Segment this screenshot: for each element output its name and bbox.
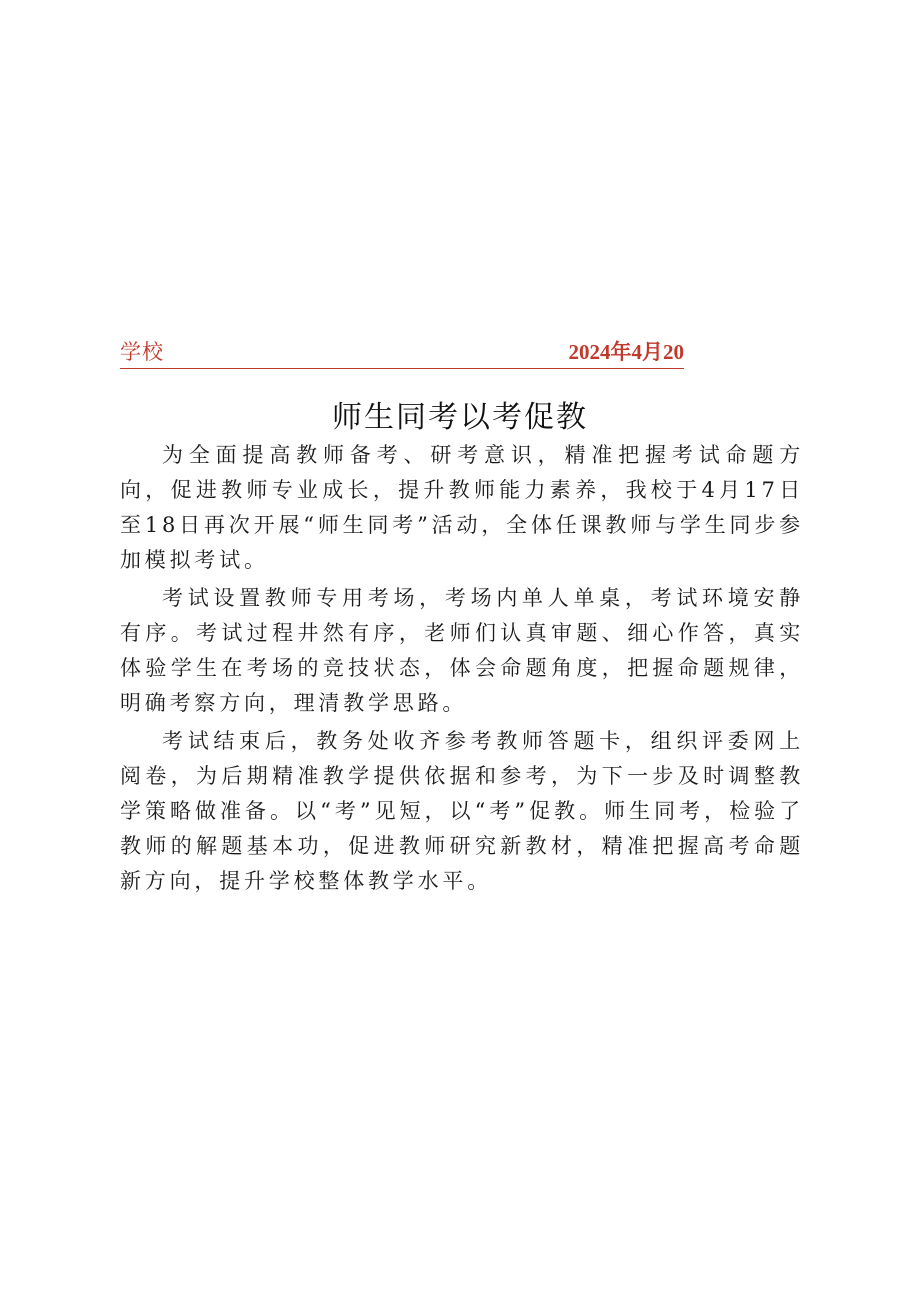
article-title: 师生同考以考促教 xyxy=(332,400,588,435)
paragraph-2: 考试设置教师专用考场，考场内单人单桌，考试环境安静有序。考试过程井然有序，老师们认真审题、细心作答，真实体验学生在考场的竞技状态，体会命题角度，把握命题规律，明确考察方向，理清教学思路。 xyxy=(120,586,804,715)
paragraph-3: 考试结束后，教务处收齐参考教师答题卡，组织评委网上阅卷，为后期精准教学提供依据和参考，为下一步及时调整教学策略做准备。以“考”见短，以“考”促教。师生同考，检验了教师的解题基本功，促进教师研究新教材，精准把握高考命题新方向，提升学校整体教学水平。 xyxy=(120,729,804,893)
header-rule xyxy=(120,340,684,369)
paragraph-1: 为全面提高教师备考、研考意识，精准把握考试命题方向，促进教师专业成长，提升教师能力素养，我校于4月17日至18日再次开展“师生同考”活动，全体任课教师与学生同步参加模拟考试。 xyxy=(120,443,804,572)
school-label: 学校 xyxy=(120,340,164,364)
header-date: 2024年4月20 xyxy=(568,340,684,364)
article-body xyxy=(120,438,804,899)
